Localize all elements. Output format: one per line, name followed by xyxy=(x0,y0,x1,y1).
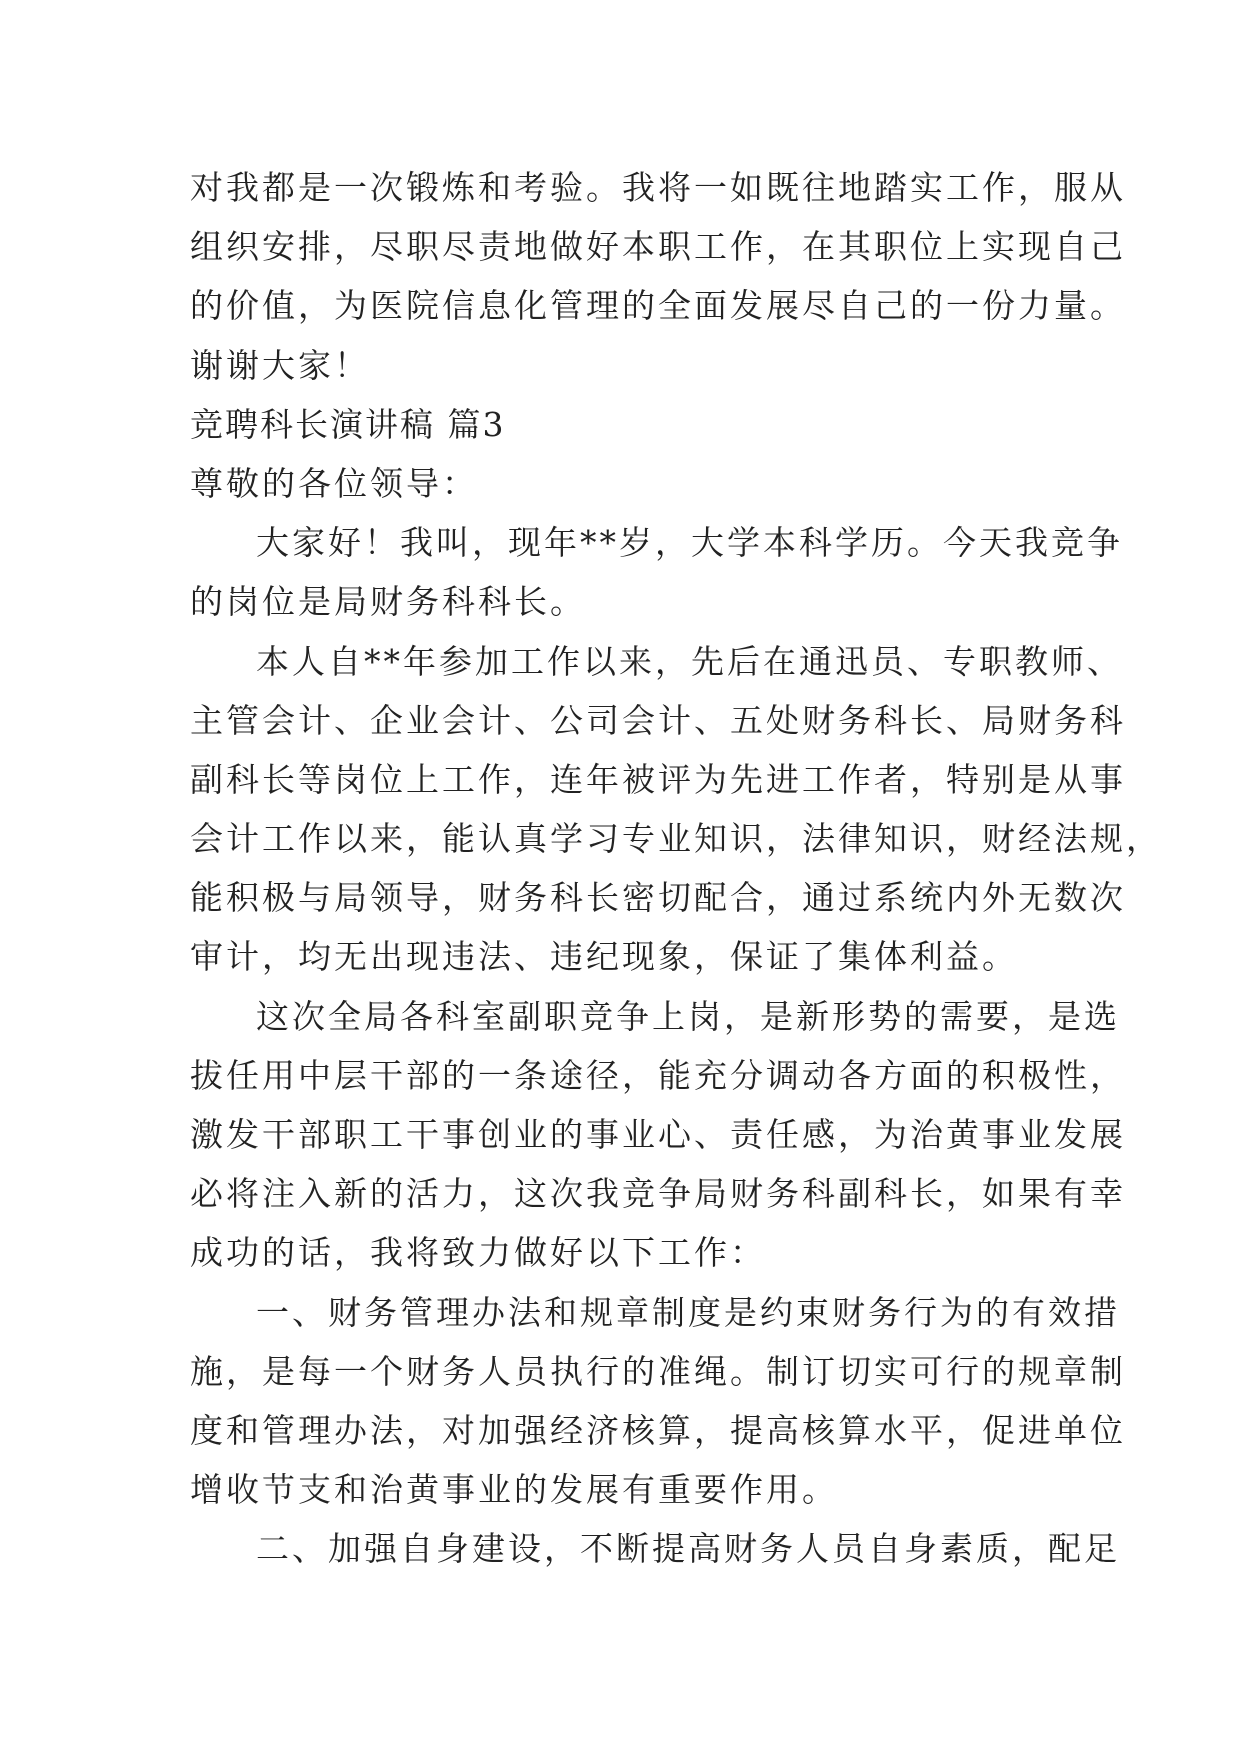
text-line: 成功的话，我将致力做好以下工作： xyxy=(190,1233,766,1273)
text-line: 二、加强自身建设，不断提高财务人员自身素质，配足 xyxy=(256,1529,1120,1569)
text-line: 的价值，为医院信息化管理的全面发展尽自己的一份力量。 xyxy=(190,286,1126,326)
text-line: 对我都是一次锻炼和考验。我将一如既往地踏实工作，服从 xyxy=(190,168,1126,207)
text-line: 会计工作以来，能认真学习专业知识，法律知识，财经法规， xyxy=(190,819,1162,859)
text-line: 这次全局各科室副职竞争上岗，是新形势的需要，是选 xyxy=(256,996,1120,1036)
text-line: 的岗位是局财务科科长。 xyxy=(190,582,586,622)
document-body xyxy=(190,158,1162,1579)
section-heading: 竞聘科长演讲稿 篇3 xyxy=(190,404,506,444)
text-line: 一、财务管理办法和规章制度是约束财务行为的有效措 xyxy=(256,1292,1120,1332)
text-line: 谢谢大家！ xyxy=(190,345,370,385)
text-line: 审计，均无出现违法、违纪现象，保证了集体利益。 xyxy=(190,937,1018,977)
text-line: 度和管理办法，对加强经济核算，提高核算水平，促进单位 xyxy=(190,1410,1126,1450)
text-line: 本人自**年参加工作以来，先后在通迅员、专职教师、 xyxy=(256,641,1123,681)
text-line: 增收节支和治黄事业的发展有重要作用。 xyxy=(190,1470,838,1510)
text-line: 主管会计、企业会计、公司会计、五处财务科长、局财务科 xyxy=(190,700,1126,740)
text-line: 施，是每一个财务人员执行的准绳。制订切实可行的规章制 xyxy=(190,1351,1126,1391)
text-line: 组织安排，尽职尽责地做好本职工作，在其职位上实现自己 xyxy=(190,227,1126,267)
text-line: 尊敬的各位领导： xyxy=(190,463,478,503)
text-line: 大家好！我叫，现年**岁，大学本科学历。今天我竞争 xyxy=(256,523,1123,563)
text-line: 必将注入新的活力，这次我竞争局财务科副科长，如果有幸 xyxy=(190,1174,1126,1214)
text-line: 能积极与局领导，财务科长密切配合，通过系统内外无数次 xyxy=(190,878,1126,918)
text-line: 激发干部职工干事创业的事业心、责任感，为治黄事业发展 xyxy=(190,1115,1126,1154)
text-line: 拔任用中层干部的一条途径，能充分调动各方面的积极性， xyxy=(190,1055,1126,1095)
text-line: 副科长等岗位上工作，连年被评为先进工作者，特别是从事 xyxy=(190,759,1126,799)
